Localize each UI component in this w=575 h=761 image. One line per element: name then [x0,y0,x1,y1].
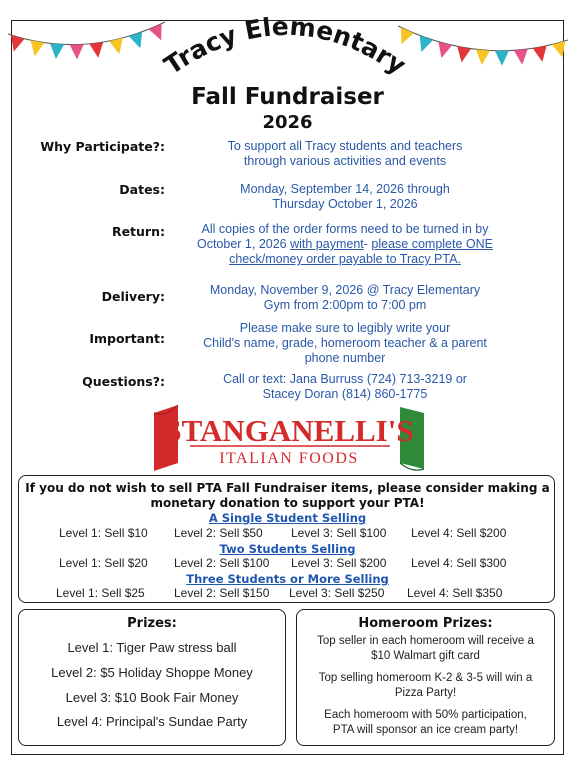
prize-item: Level 3: $10 Book Fair Money [65,690,239,705]
page-year: 2026 [262,112,313,133]
info-label-return: Return: [111,224,165,239]
info-value-return: All copies of the order forms need to be turned in by October 1, 2026 with payment- please complete ONE check/money order payable to Tracy PTA. [172,222,518,267]
level-item: Level 2: Sell $50 [174,526,263,540]
info-label-delivery: Delivery: [101,289,165,304]
level-item: Level 2: Sell $100 [174,556,270,570]
homeroom-prize-item: Each homeroom with 50% participation, PTA will sponsor an ice cream party! [324,709,527,736]
level-row-single [19,526,556,542]
info-label-why: Why Participate?: [40,139,165,154]
level-item: Level 1: Sell $25 [56,586,145,600]
page-title: Fall Fundraiser [191,84,384,110]
group-heading-single: A Single Student Selling [208,511,367,525]
group-heading-three: Three Students or More Selling [186,572,389,586]
prizes-title: Prizes: [127,616,177,631]
school-name: Tracy Elementary [159,11,412,81]
check-payable-text: check/money order payable to Tracy PTA. [229,252,461,266]
level-item: Level 3: Sell $250 [289,586,385,600]
complete-one-text: please complete ONE [371,237,493,251]
homeroom-prize-item: Top selling homeroom K-2 & 3-5 will win a Pizza Party! [318,672,533,699]
info-value-dates: Monday, September 14, 2026 through Thursday October 1, 2026 [240,182,450,211]
level-item: Level 4: Sell $350 [407,586,503,600]
prize-item: Level 2: $5 Holiday Shoppe Money [51,665,253,680]
school-name-arc [0,0,575,90]
group-heading-two: Two Students Selling [219,542,356,556]
donation-message: If you do not wish to sell PTA Fall Fundraiser items, please consider making a monetary donation to support your PTA! [25,481,550,510]
stanganellis-logo [150,403,428,473]
homeroom-prizes-section [296,609,555,746]
level-item: Level 2: Sell $150 [174,586,270,600]
prizes-section [18,609,286,746]
info-value-delivery: Monday, November 9, 2026 @ Tracy Elementary Gym from 2:00pm to 7:00 pm [209,283,481,312]
level-item: Level 4: Sell $300 [411,556,507,570]
level-item: Level 1: Sell $10 [59,526,148,540]
logo-brand: STANGANELLI'S [164,413,414,448]
level-item: Level 4: Sell $200 [411,526,507,540]
info-value-important: Please make sure to legibly write your Child's name, grade, homeroom teacher & a parent phone number [203,321,487,365]
info-label-questions: Questions?: [82,374,165,389]
info-label-important: Important: [89,331,165,346]
level-item: Level 3: Sell $100 [291,526,387,540]
level-item: Level 3: Sell $200 [291,556,387,570]
homeroom-prize-item: Top seller in each homeroom will receive a $10 Walmart gift card [317,635,534,662]
donation-section [18,475,555,603]
info-label-dates: Dates: [119,182,165,197]
info-value-questions: Call or text: Jana Burruss (724) 713-3219 or Stacey Doran (814) 860-1775 [223,372,467,401]
info-value-why: To support all Tracy students and teachers through various activities and events [227,139,463,168]
level-row-two [19,556,556,572]
homeroom-prizes-title: Homeroom Prizes: [358,616,493,631]
with-payment-text: with payment [290,237,364,251]
prize-item: Level 1: Tiger Paw stress ball [67,640,237,655]
level-item: Level 1: Sell $20 [59,556,148,570]
level-row-three [19,586,556,602]
prize-item: Level 4: Principal's Sundae Party [56,714,248,729]
logo-tagline: ITALIAN FOODS [219,450,359,467]
